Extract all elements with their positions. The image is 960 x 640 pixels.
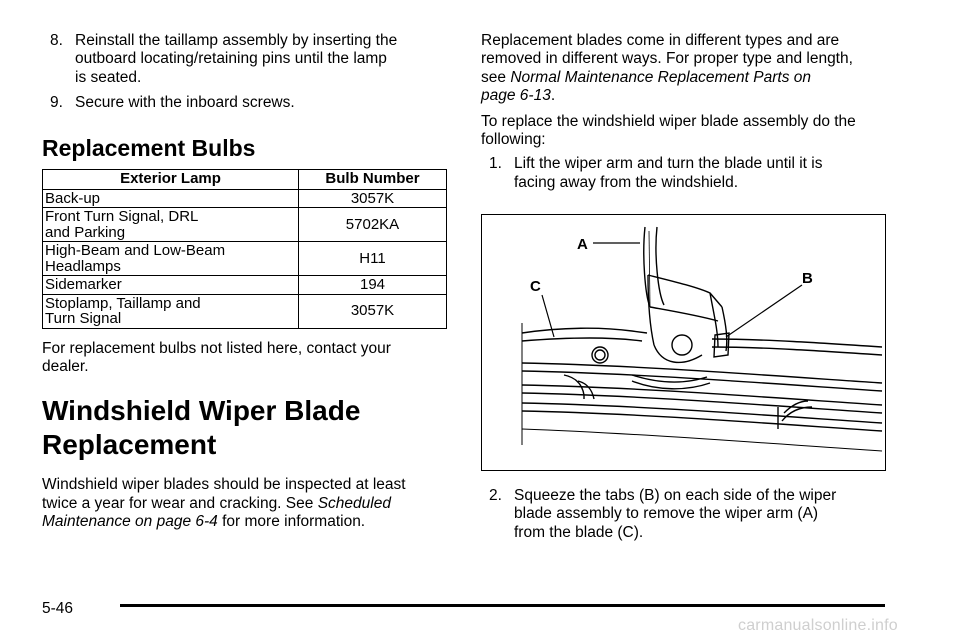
lamp-line: Front Turn Signal, DRL xyxy=(45,208,199,226)
lamp-line: Stoplamp, Taillamp and xyxy=(45,294,201,312)
lamp-cell xyxy=(43,189,299,208)
step-line: from the blade (C). xyxy=(514,523,644,541)
bulb-cell: 194 xyxy=(299,276,447,295)
note-line: For replacement bulbs not listed here, contact your xyxy=(42,339,391,357)
intro-line: Windshield wiper blades should be inspected at least xyxy=(42,476,406,494)
para-line: removed in different ways. For proper type and length, xyxy=(481,50,853,68)
table-row xyxy=(43,294,447,328)
intro-line xyxy=(42,495,447,513)
step-line: Secure with the inboard screws. xyxy=(75,94,295,112)
bulb-cell: 3057K xyxy=(299,189,447,208)
reference-link: Normal Maintenance Replacement Parts on xyxy=(510,68,811,86)
blade-types-paragraph xyxy=(481,32,886,106)
bulb-cell: H11 xyxy=(299,242,447,276)
lamp-line: Sidemarker xyxy=(45,276,122,294)
step-number: 2. xyxy=(489,487,502,504)
right-column xyxy=(481,28,886,192)
wiper-heading xyxy=(42,394,447,462)
wiper-blade-illustration xyxy=(481,214,886,471)
para-line: following: xyxy=(481,131,546,149)
column-header-lamp: Exterior Lamp xyxy=(43,169,299,189)
wiper-intro xyxy=(42,476,447,531)
step-1 xyxy=(481,155,886,192)
step-number: 9. xyxy=(50,94,63,112)
table-row xyxy=(43,189,447,208)
para-text: . xyxy=(550,87,556,105)
wiper-diagram xyxy=(482,215,885,470)
heading-line: Windshield Wiper Blade xyxy=(42,395,361,427)
footer-divider xyxy=(120,604,885,607)
heading-line: Replacement xyxy=(42,429,217,461)
intro-text: twice a year for wear and cracking. See xyxy=(42,494,318,512)
intro-line xyxy=(42,513,447,531)
intro-text: for more information. xyxy=(217,513,366,531)
label-b: B xyxy=(802,270,813,287)
table-header-row xyxy=(43,169,447,189)
label-c: C xyxy=(530,278,541,295)
table-row xyxy=(43,276,447,295)
step-line: blade assembly to remove the wiper arm (A) xyxy=(514,505,819,523)
step-line: Lift the wiper arm and turn the blade until it is xyxy=(514,155,823,173)
page-number: 5-46 xyxy=(42,600,74,617)
step-line: Reinstall the taillamp assembly by inserting the xyxy=(75,32,398,49)
lamp-cell xyxy=(43,276,299,295)
step-line: facing away from the windshield. xyxy=(514,173,739,191)
table-row xyxy=(43,208,447,242)
label-a: A xyxy=(577,236,588,253)
step-8 xyxy=(42,32,447,87)
bulb-table xyxy=(42,169,447,329)
bulbs-note xyxy=(42,340,447,377)
lamp-cell xyxy=(43,208,299,242)
replace-intro-paragraph xyxy=(481,113,886,150)
para-line: To replace the windshield wiper blade assembly do the xyxy=(481,112,856,130)
para-line xyxy=(481,69,886,87)
step-line: Squeeze the tabs (B) on each side of the wiper xyxy=(514,487,837,504)
note-line: dealer. xyxy=(42,358,89,376)
step-line: outboard locating/retaining pins until the lamp xyxy=(75,50,387,68)
lamp-line: High-Beam and Low-Beam xyxy=(45,242,226,260)
para-line xyxy=(481,87,886,105)
step-number: 1. xyxy=(489,155,502,173)
bulb-cell: 5702KA xyxy=(299,208,447,242)
step-9 xyxy=(42,94,447,112)
reference-link: Scheduled xyxy=(317,494,391,512)
lamp-line: Turn Signal xyxy=(45,310,122,328)
bulb-cell: 3057K xyxy=(299,294,447,328)
lamp-cell xyxy=(43,242,299,276)
lamp-line: and Parking xyxy=(45,223,126,241)
reference-link: page 6-13 xyxy=(481,87,551,105)
lamp-cell xyxy=(43,294,299,328)
watermark: carmanualsonline.info xyxy=(738,617,898,634)
para-line: Replacement blades come in different types and are xyxy=(481,32,840,49)
step-number: 8. xyxy=(50,32,63,49)
step-line: is seated. xyxy=(75,68,142,86)
lamp-line: Back-up xyxy=(45,189,101,207)
left-column xyxy=(42,28,447,532)
replacement-bulbs-heading: Replacement Bulbs xyxy=(42,134,256,161)
reference-link: Maintenance on page 6-4 xyxy=(42,513,218,531)
step-2 xyxy=(481,487,886,542)
column-header-bulb: Bulb Number xyxy=(299,169,447,189)
para-text: see xyxy=(481,68,511,86)
lamp-line: Headlamps xyxy=(45,257,121,275)
table-row xyxy=(43,242,447,276)
